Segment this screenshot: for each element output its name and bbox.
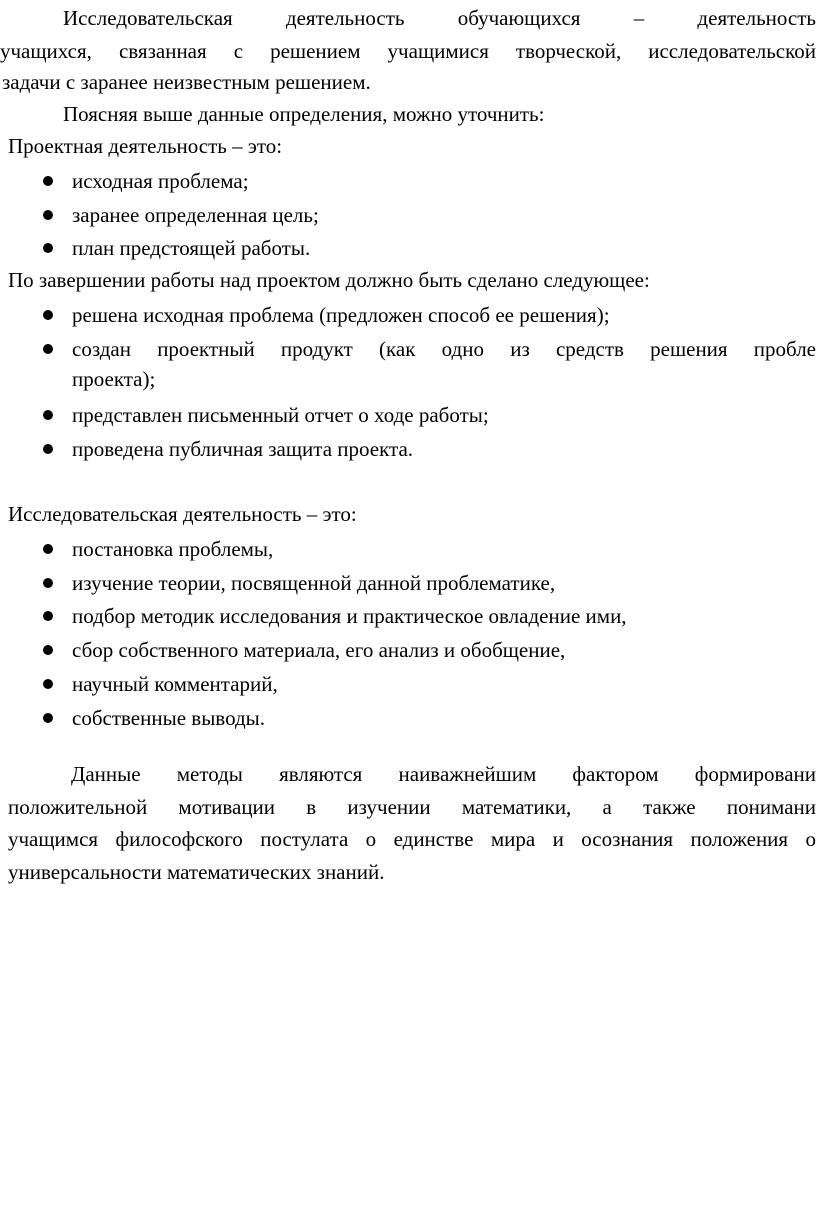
bullet-icon: [43, 679, 53, 689]
project-heading: Проектная деятельность – это:: [8, 134, 283, 158]
completion-item: решена исходная проблема (предложен способ ее решения);: [72, 303, 610, 327]
bullet-icon: [43, 713, 53, 723]
research-item: научный комментарий,: [72, 672, 278, 696]
research-heading: Исследовательская деятельность – это:: [8, 502, 357, 526]
research-item: собственные выводы.: [72, 706, 266, 730]
bullet-icon: [43, 176, 53, 186]
bullet-icon: [43, 444, 53, 454]
bullet-icon: [43, 210, 53, 220]
completion-item: создан проектный продукт (как одно из средств решения пробле: [72, 337, 816, 361]
bullet-icon: [43, 344, 53, 354]
completion-item: проведена публичная защита проекта.: [72, 437, 414, 461]
intro-text: Поясняя выше данные определения, можно уточнить:: [63, 102, 545, 126]
bullet-icon: [43, 243, 53, 253]
conclusion-line-4: универсальности математических знаний.: [8, 860, 385, 884]
bullet-icon: [43, 578, 53, 588]
completion-item-continuation: проекта);: [72, 367, 156, 391]
completion-heading: По завершении работы над проектом должно быть сделано следующее:: [8, 268, 650, 292]
completion-item: представлен письменный отчет о ходе работы;: [72, 403, 489, 427]
project-item: план предстоящей работы.: [72, 236, 311, 260]
research-item: подбор методик исследования и практическое овладение ими,: [72, 604, 627, 628]
paragraph-1-line-3: задачи с заранее неизвестным решением.: [2, 70, 371, 94]
bullet-icon: [43, 645, 53, 655]
project-item: заранее определенная цель;: [72, 203, 319, 227]
bullet-icon: [43, 410, 53, 420]
conclusion-line-3: учащимся философского постулата о единстве мира и осознания положения о: [8, 827, 816, 851]
bullet-icon: [43, 310, 53, 320]
research-item: сбор собственного материала, его анализ и обобщение,: [72, 638, 566, 662]
conclusion-line-2: положительной мотивации в изучении математики, а также понимани: [8, 795, 816, 819]
paragraph-1-line-1: Исследовательская деятельность обучающихся – деятельность: [63, 6, 816, 30]
conclusion-line-1: Данные методы являются наиважнейшим фактором формировани: [71, 762, 816, 786]
research-item: постановка проблемы,: [72, 537, 274, 561]
paragraph-1-line-2: учащихся, связанная с решением учащимися творческой, исследовательской: [0, 39, 816, 63]
bullet-icon: [43, 611, 53, 621]
research-item: изучение теории, посвященной данной проблематике,: [72, 571, 556, 595]
bullet-icon: [43, 544, 53, 554]
project-item: исходная проблема;: [72, 169, 249, 193]
